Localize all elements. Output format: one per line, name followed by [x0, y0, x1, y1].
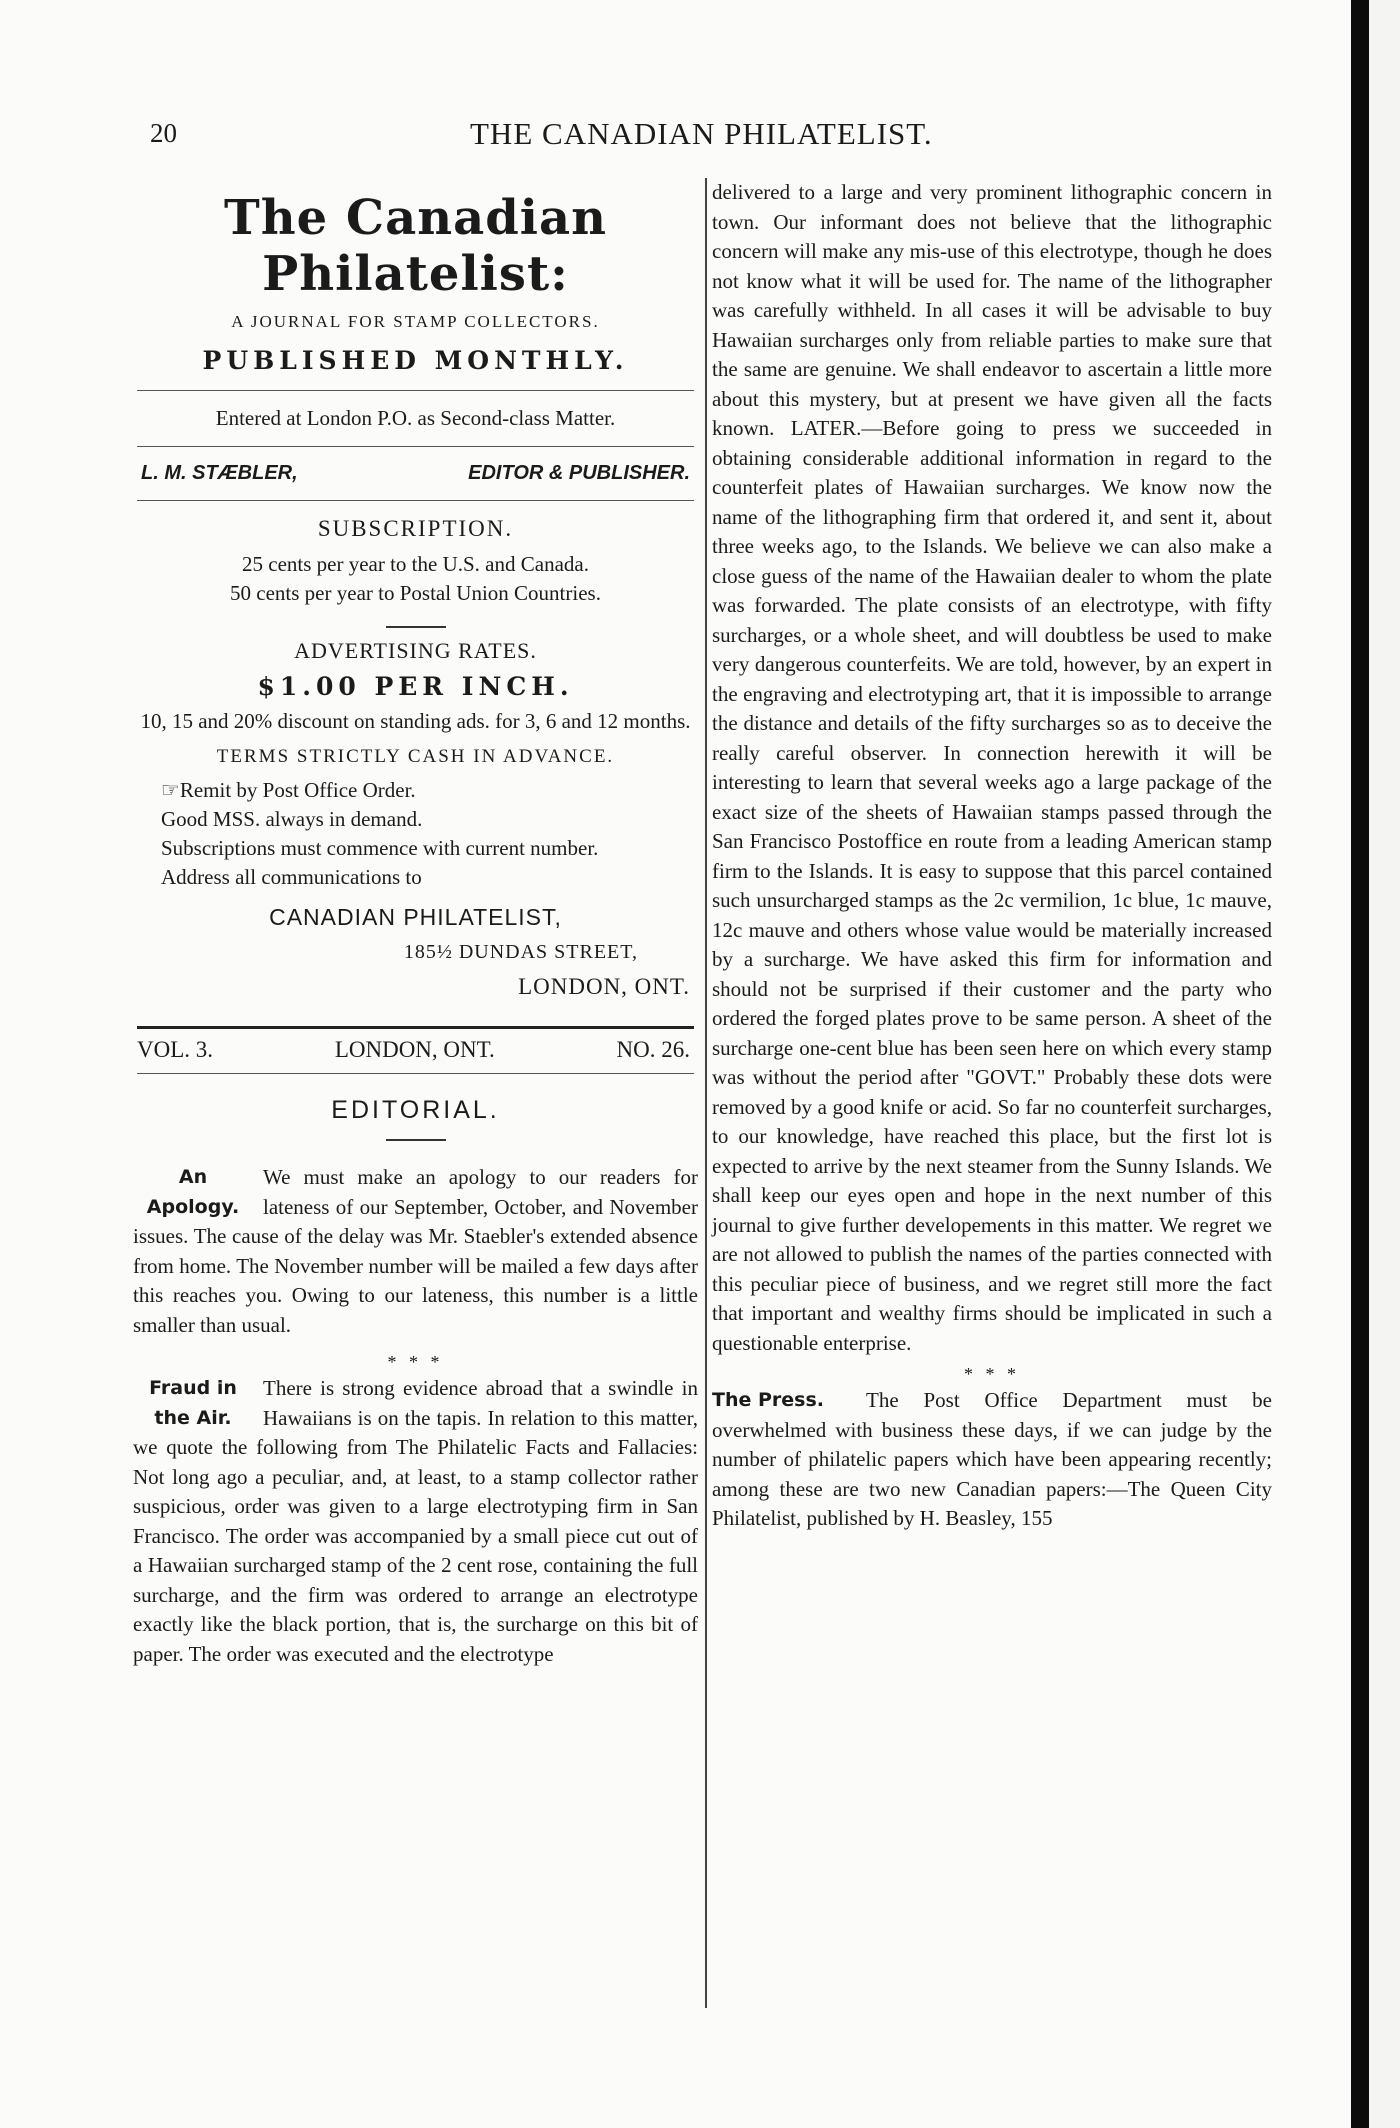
running-title: THE CANADIAN PHILATELIST. — [470, 116, 933, 151]
issue-line — [137, 1037, 690, 1063]
publication-frequency: PUBLISHED MONTHLY. — [202, 346, 629, 375]
editor-name: L. M. STÆBLER, — [141, 462, 298, 484]
fraud-heading: Fraud in the Air. — [149, 1377, 237, 1429]
info-lines — [161, 776, 698, 892]
issue-volume: VOL. 3. — [137, 1037, 214, 1062]
right-column — [712, 178, 1272, 1534]
fraud-continued: delivered to a large and very prominent lithographic concern in town. Our informant does not believe that the lithographic concern will make any mis-use of this electrotype, though he does not know what it will be used for. The name of the lithographer was carefully withheld. In all cases it will be advisable to buy Hawaiian surcharges only from reliable parties to make sure that the same are genuine. We shall endeavor to ascertain a little more about this mystery, but at present we have given all the facts known. LATER.—Before going to press we succeeded in obtaining considerable additional information in regard to the counterfeit plates of Hawaiian surcharges. We know now the name of the lithographing firm that ordered it, and sent it, about three weeks ago, to the Islands. We believe we can also make a close guess of the name of the Hawaiian dealer to whom the plate was forwarded. The plate consists of an electrotype, with fifty surcharges, or a whole sheet, and will doubtless be used to make very dangerous counterfeits. We are told, however, by an expert in the engraving and electrotyping art, that it is impossible to arrange the distance and details of the fifty surcharges so as to deceive the really careful observer. In connection herewith it will be interesting to learn that several weeks ago a large package of the exact size of the sheets of Hawaiian stamps passed through the San Francisco Postoffice en route from a leading American stamp firm to the Islands. It is easy to suppose that this parcel contained such unsurcharged stamps as the 2c vermilion, 1c blue, 1c mauve, 12c mauve and others whose value would be materially increased by a surcharge. We have asked this firm for information and should not be surprised if their customer and the party who ordered the forged plates prove to be same person. A sheet of the surcharge one-cent blue has been seen here on which every stamp was without the period after "GOVT." Probably these dots were removed by a good knife or acid. So far no counterfeit surcharges, to our knowledge, have reached this place, but the first lot is expected to arrive by the next steamer from the Sunny Islands. We shall keep our eyes open and hope in the next number of this journal to give further developements in this matter. We regret we are not allowed to publish the names of the parties connected with this peculiar piece of business, and we regret still more the fact that important and wealthy firms should be implicated in such a questionable enterprise. — [712, 180, 1272, 1355]
page-number: 20 — [150, 118, 177, 148]
address-city: LONDON, ONT. — [518, 974, 690, 999]
address-name: CANADIAN PHILATELIST, — [269, 904, 562, 930]
apology-article — [133, 1163, 698, 1340]
short-divider — [386, 626, 446, 628]
scan-margin-strip — [1369, 0, 1400, 2128]
apology-heading: An Apology. — [146, 1166, 240, 1218]
subscription-heading: SUBSCRIPTION. — [317, 516, 514, 541]
fraud-article — [133, 1374, 698, 1669]
divider — [137, 1073, 694, 1074]
issue-place: LONDON, ONT. — [334, 1037, 495, 1062]
info-line: ☞Remit by Post Office Order. — [161, 778, 416, 802]
subscription-line: 25 cents per year to the U.S. and Canada. — [242, 552, 589, 576]
divider — [137, 390, 694, 391]
entered-notice: Entered at London P.O. as Second-class Matter. — [215, 406, 616, 430]
editor-role: EDITOR & PUBLISHER. — [468, 462, 690, 484]
short-divider — [386, 1139, 446, 1141]
advertising-discount: 10, 15 and 20% discount on standing ads. for 3, 6 and 12 months. — [140, 709, 691, 733]
thick-divider — [137, 1026, 694, 1029]
subscription-line: 50 cents per year to Postal Union Countries. — [230, 581, 601, 605]
info-line: Good MSS. always in demand. — [161, 807, 423, 831]
apology-text: We must make an apology to our readers for lateness of our September, October, and November issues. The cause of the delay was Mr. Staebler's extended absence from home. The November number will be mailed a few days after this reaches you. Owing to our lateness, this number is a little smaller than usual. — [133, 1165, 698, 1337]
press-heading: The Press. — [712, 1389, 825, 1411]
section-asterism: * * * — [964, 1364, 1020, 1384]
column-divider — [705, 178, 707, 2008]
masthead-subtitle: A JOURNAL FOR STAMP COLLECTORS. — [231, 312, 600, 331]
advertising-rate: $1.00 PER INCH. — [257, 672, 574, 701]
advertising-heading: ADVERTISING RATES. — [294, 638, 537, 663]
left-column — [133, 178, 698, 1669]
divider — [137, 500, 694, 501]
subscription-lines — [133, 550, 698, 608]
info-line: Subscriptions must commence with current number. — [161, 836, 599, 860]
press-text: The Post Office Department must be overwhelmed with business these days, if we can judge by the number of philatelic papers which have been appearing recently; among these are two new Canadian papers:—The Queen City Philatelist, published by H. Beasley, 155 — [712, 1388, 1272, 1530]
scan-page-edge — [1351, 0, 1369, 2128]
press-article — [712, 1386, 1272, 1534]
section-asterism: * * * — [387, 1352, 444, 1372]
address-street: 185½ DUNDAS STREET, — [403, 941, 638, 963]
info-line: Address all communications to — [161, 865, 422, 889]
payment-terms: TERMS STRICTLY CASH IN ADVANCE. — [216, 746, 615, 767]
issue-number: NO. 26. — [616, 1037, 690, 1062]
editor-line — [141, 462, 690, 485]
masthead-title: The Canadian Philatelist: — [224, 190, 607, 302]
fraud-text: There is strong evidence abroad that a swindle in Hawaiians is on the tapis. In relation to this matter, we quote the following from The Philatelic Facts and Fallacies: Not long ago a peculiar, and, at least, to a stamp collector rather suspicious, order was given to a large electrotyping firm in San Francisco. The order was accompanied by a small piece cut out of a Hawaiian surcharged stamp of the 2 cent rose, containing the full surcharge, and the firm was ordered to arrange an electrotype exactly like the black portion, that is, the surcharge on this bit of paper. The order was executed and the electrotype — [133, 1376, 698, 1666]
editorial-heading: EDITORIAL. — [331, 1096, 500, 1124]
divider — [137, 446, 694, 447]
